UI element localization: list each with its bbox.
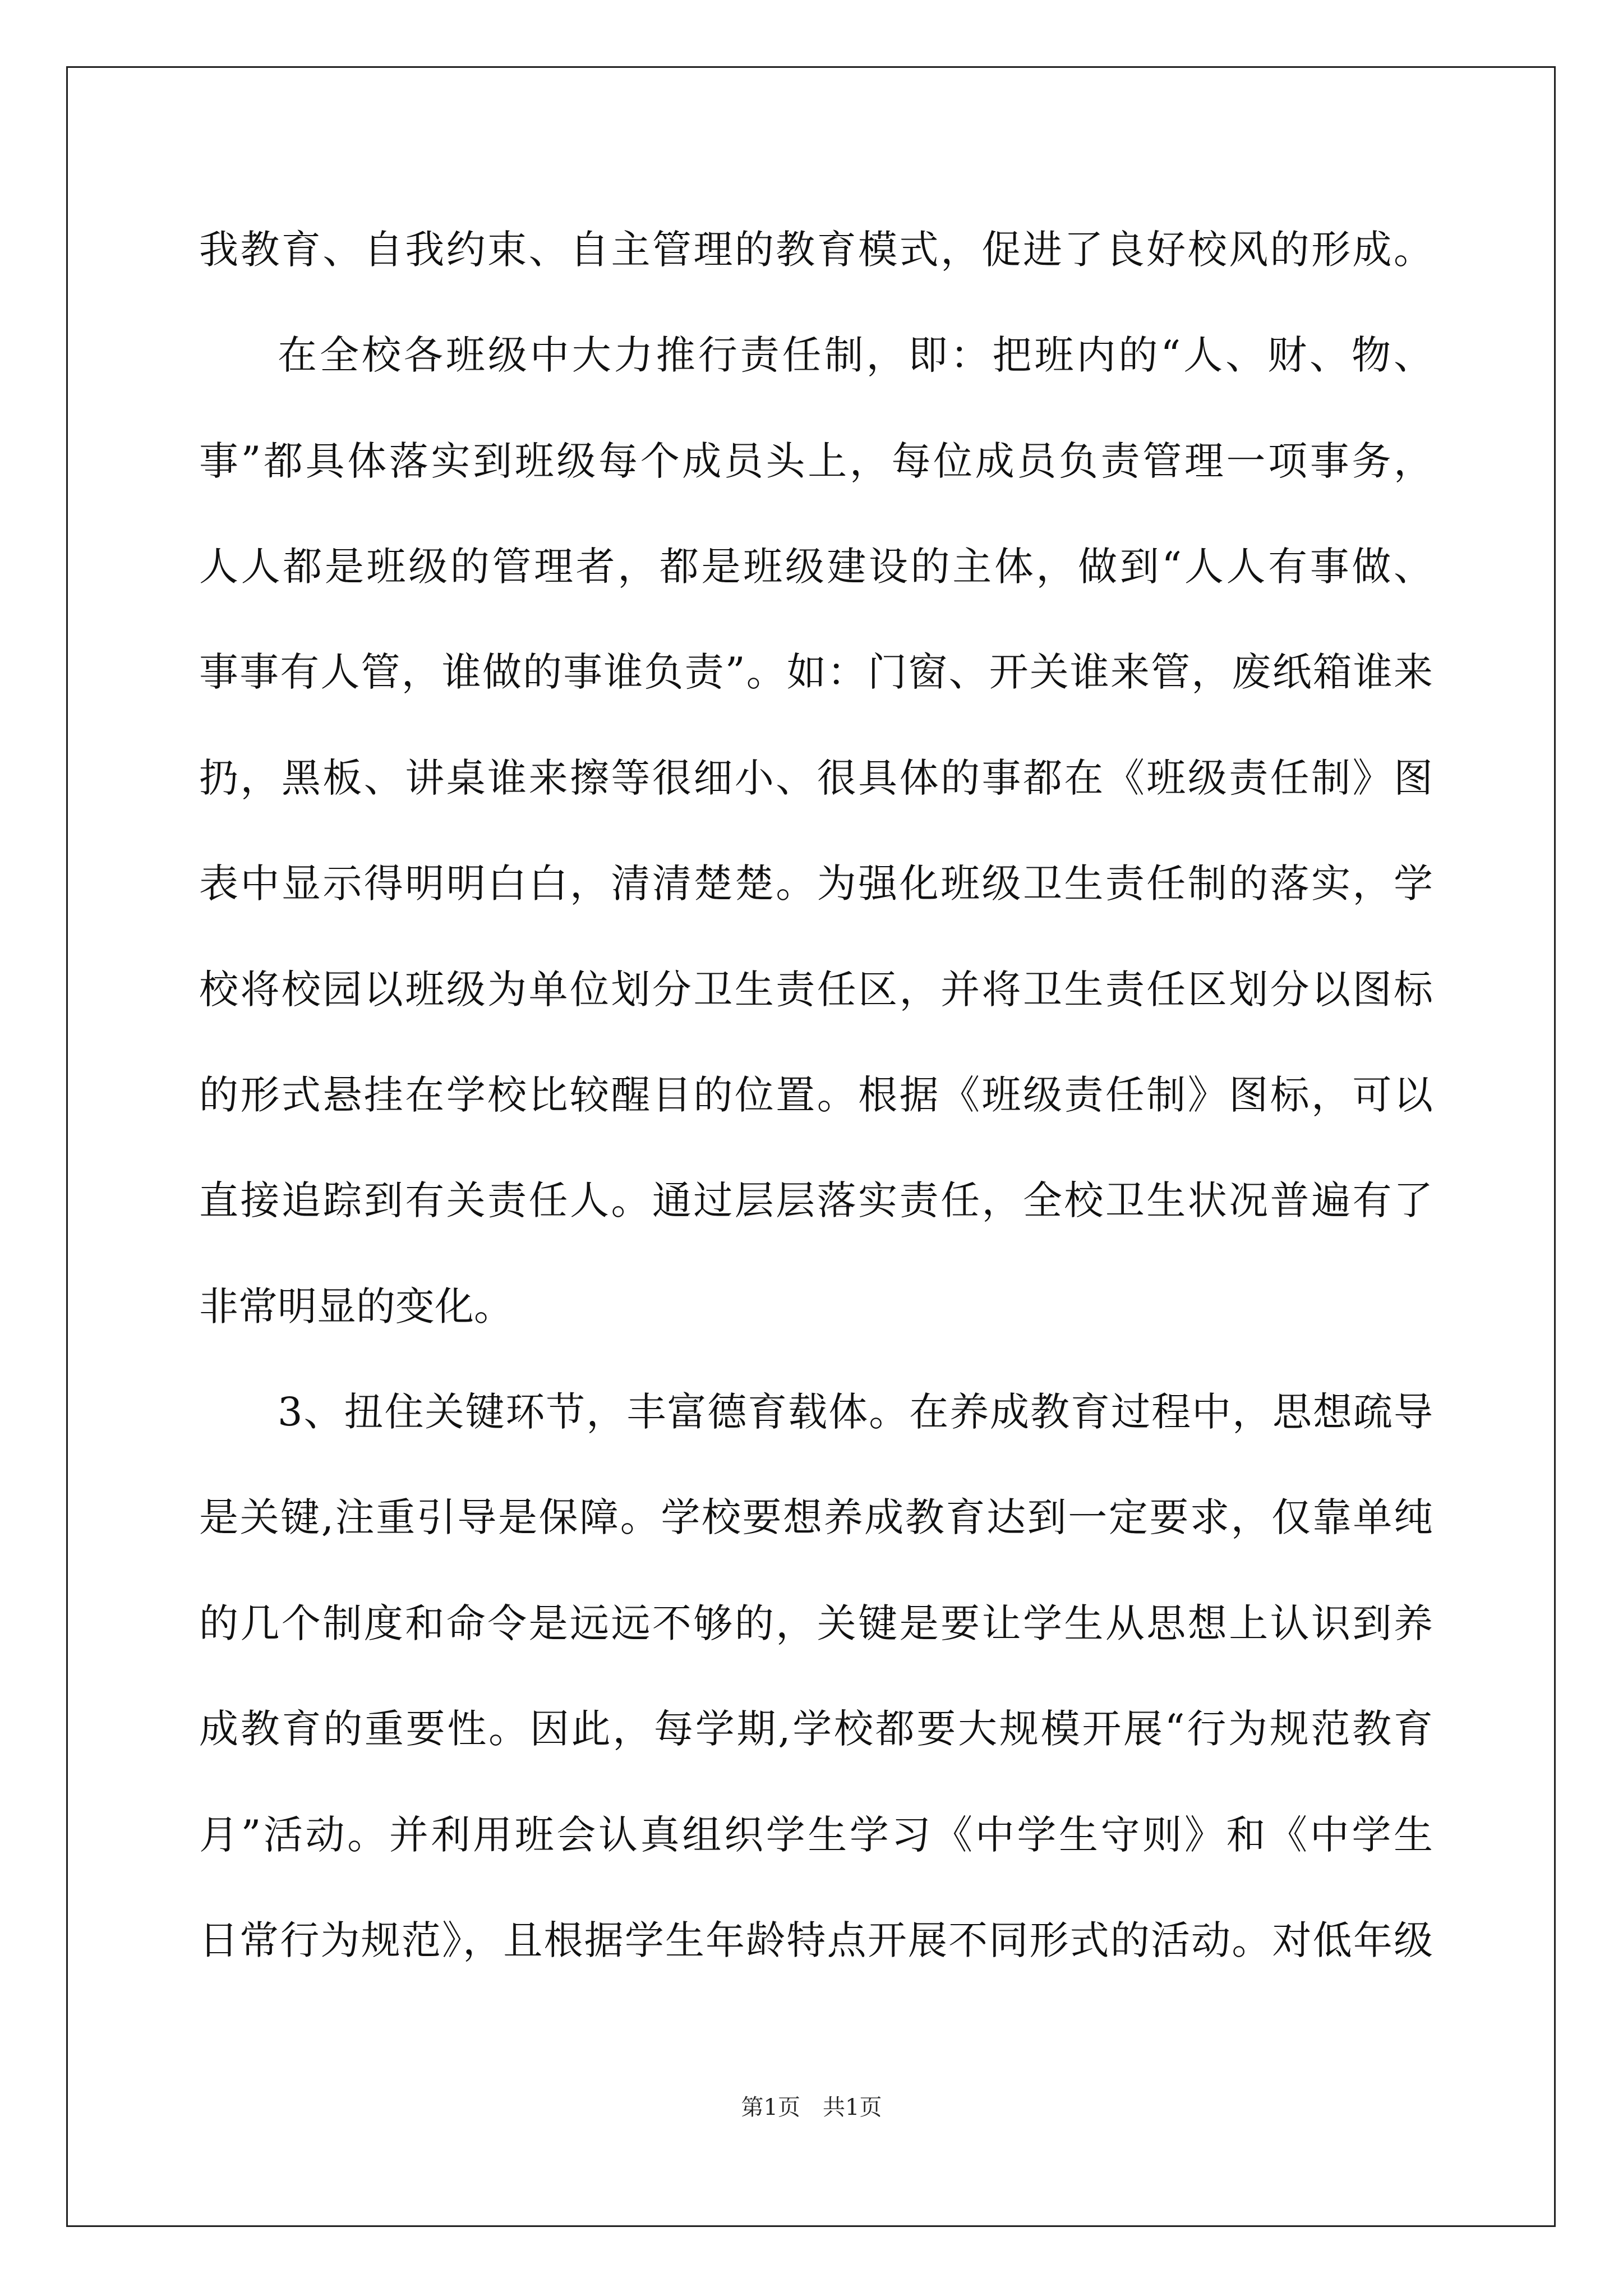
page-footer: 第1页 共1页 xyxy=(741,2095,882,2120)
text-line: 人人都是班级的管理者，都是班级建设的主体，做到“人人有事做、 xyxy=(199,544,1433,590)
text-line: 事”都具体落实到班级每个成员头上，每位成员负责管理一项事务， xyxy=(199,438,1433,484)
paragraph-first-line: 在全校各班级中大力推行责任制，即：把班内的“人、财、物、 xyxy=(278,332,1433,378)
text-line: 的形式悬挂在学校比较醒目的位置。根据《班级责任制》图标，可以 xyxy=(199,1072,1433,1118)
text-line: 的几个制度和命令是远远不够的，关键是要让学生从思想上认识到养 xyxy=(199,1600,1433,1646)
text-line: 月”活动。并利用班会认真组织学生学习《中学生守则》和《中学生 xyxy=(199,1812,1433,1858)
text-line: 我教育、自我约束、自主管理的教育模式，促进了良好校风的形成。 xyxy=(199,227,1433,273)
paragraph-last-line: 非常明显的变化。 xyxy=(199,1283,513,1329)
text-line: 直接追踪到有关责任人。通过层层落实责任，全校卫生状况普遍有了 xyxy=(199,1177,1433,1223)
text-line: 是关键,注重引导是保障。学校要想养成教育达到一定要求，仅靠单纯 xyxy=(199,1494,1433,1540)
text-line: 表中显示得明明白白，清清楚楚。为强化班级卫生责任制的落实，学 xyxy=(199,861,1433,907)
page-border xyxy=(66,66,1556,2227)
text-line: 成教育的重要性。因此，每学期,学校都要大规模开展“行为规范教育 xyxy=(199,1706,1433,1752)
text-line: 日常行为规范》，且根据学生年龄特点开展不同形式的活动。对低年级 xyxy=(199,1917,1433,1963)
text-line: 扔，黑板、讲桌谁来擦等很细小、很具体的事都在《班级责任制》图 xyxy=(199,755,1433,801)
paragraph-first-line: 3、扭住关键环节，丰富德育载体。在养成教育过程中，思想疏导 xyxy=(278,1389,1433,1435)
text-line: 事事有人管，谁做的事谁负责”。如：门窗、开关谁来管，废纸箱谁来 xyxy=(199,649,1433,695)
text-line: 校将校园以班级为单位划分卫生责任区，并将卫生责任区划分以图标 xyxy=(199,967,1433,1013)
